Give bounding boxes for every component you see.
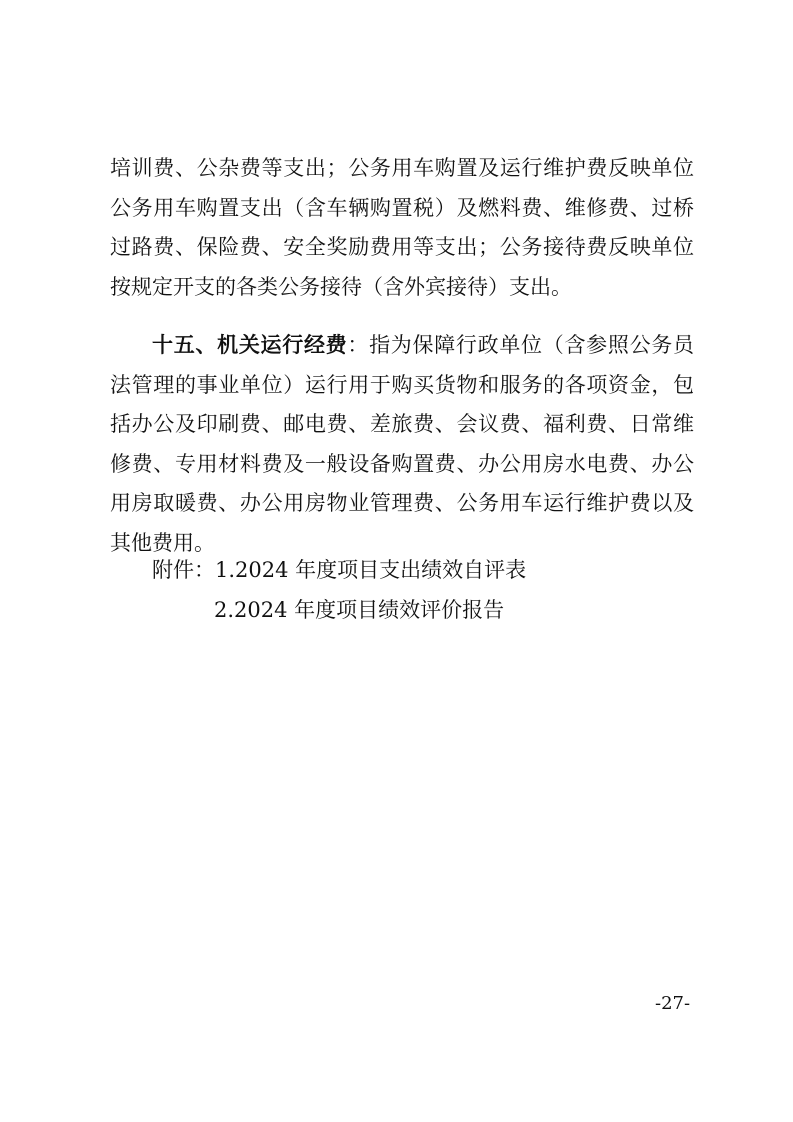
attachment-item [152, 550, 526, 590]
attachment-item [152, 590, 526, 630]
paragraph-expense-description [110, 149, 694, 307]
paragraph-text: 培训费、公杂费等支出；公务用车购置及运行维护费反映单位公务用车购置支出（含车辆购置税）及燃料费、维修费、过桥过路费、保险费、安全奖励费用等支出；公务接待费反映单位按规定开支的各类公务接待（含外宾接待）支出。 [110, 156, 694, 299]
attachment-title: 2.2024 年度项目绩效评价报告 [214, 598, 505, 622]
paragraph-text: ：指为保障行政单位（含参照公务员法管理的事业单位）运行用于购买货物和服务的各项资金，包括办公及印刷费、邮电费、差旅费、会议费、福利费、日常维修费、专用材料费及一般设备购置费、办公用房水电费、办公用房取暖费、办公用房物业管理费、公务用车运行维护费以及其他费用。 [110, 333, 694, 555]
paragraph-operating-expenses [110, 326, 694, 563]
section-heading: 十五、机关运行经费 [152, 333, 348, 357]
attachments-list [152, 550, 526, 630]
attachments-label: 附件： [152, 558, 215, 582]
page-number: -27- [655, 993, 691, 1014]
attachment-title: 1.2024 年度项目支出绩效自评表 [215, 558, 527, 582]
